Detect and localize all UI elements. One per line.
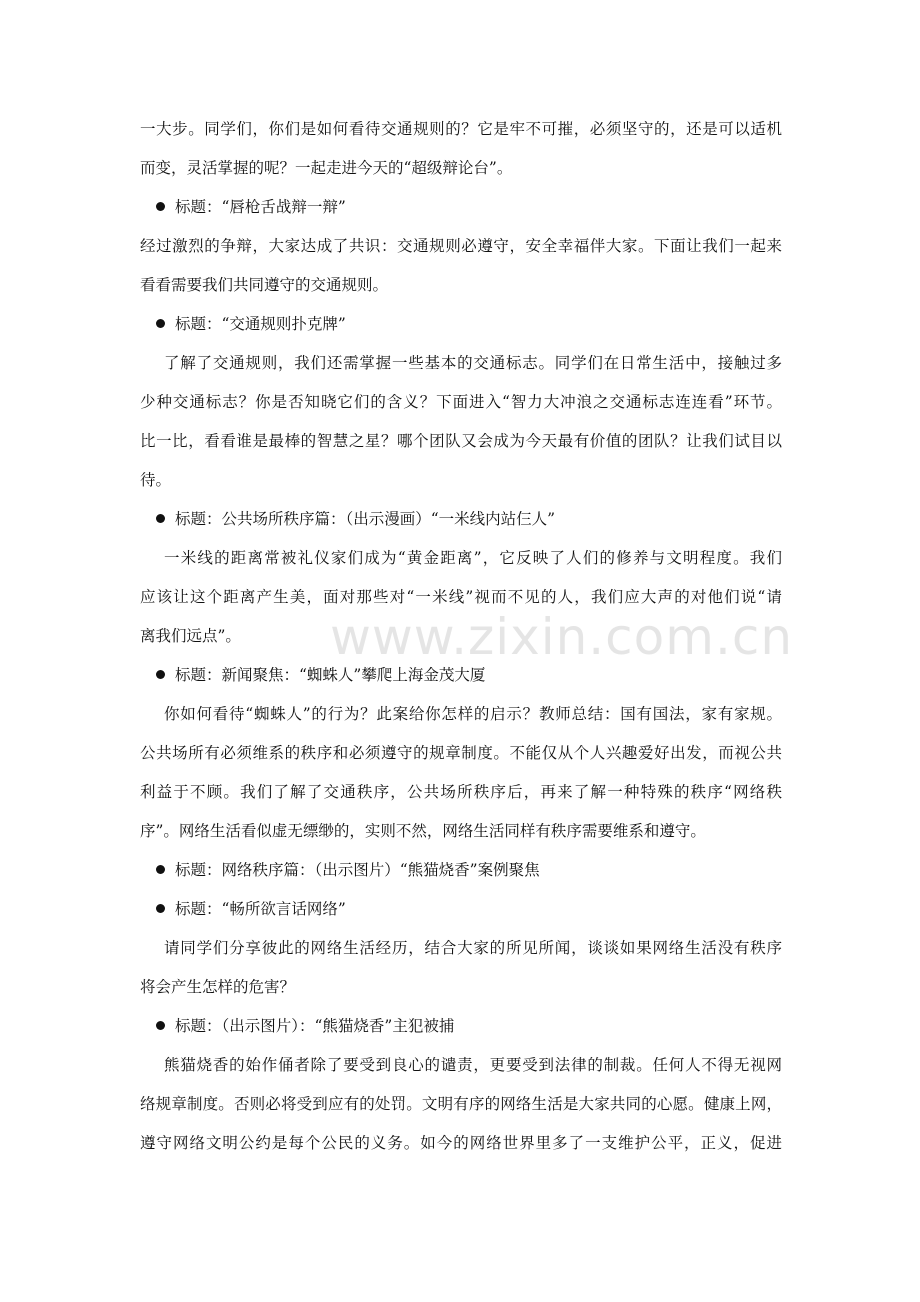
paragraph-line: 利益于不顾。我们了解了交通秩序，公共场所秩序后，再来了解一种特殊的秩序“网络秩	[140, 783, 782, 801]
bullet-icon	[156, 514, 165, 523]
bullet-icon	[156, 319, 165, 328]
paragraph-line: 离我们远点”。	[140, 627, 241, 645]
bullet-heading	[140, 506, 782, 533]
paragraph-line: 络规章制度。否则必将受到应有的处罚。文明有序的网络生活是大家共同的心愿。健康上网，	[140, 1095, 782, 1113]
bullet-icon	[156, 904, 165, 913]
paragraph-line: 一米线的距离常被礼仪家们成为“黄金距离”，它反映了人们的修养与文明程度。我们	[164, 549, 782, 567]
paragraph-line: 一大步。同学们，你们是如何看待交通规则的？它是牢不可摧，必须坚守的，还是可以适机	[140, 120, 782, 138]
paragraph-line: 经过激烈的争辩，大家达成了共识：交通规则必遵守，安全幸福伴大家。下面让我们一起来	[140, 237, 782, 255]
paragraph-line: 而变，灵活掌握的呢？一起走进今天的“超级辩论台”。	[140, 159, 513, 177]
paragraph-line: 应该让这个距离产生美，面对那些对“一米线”视而不见的人，我们应大声的对他们说“请	[140, 588, 782, 606]
bullet-icon	[156, 202, 165, 211]
paragraph-line: 熊猫烧香的始作俑者除了要受到良心的谴责，更要受到法律的制裁。任何人不得无视网	[164, 1056, 782, 1074]
paragraph-line: 待。	[140, 471, 172, 489]
heading-text: 标题：网络秩序篇：（出示图片）“熊猫烧香”案例聚焦	[175, 861, 540, 879]
bullet-heading	[140, 662, 782, 689]
bullet-heading	[140, 857, 782, 884]
bullet-heading	[140, 311, 782, 338]
heading-text: 标题：“畅所欲言话网络”	[175, 900, 346, 918]
heading-text: 标题：（出示图片）：“熊猫烧香”主犯被捕	[175, 1017, 455, 1035]
paragraph-line: 比一比，看看谁是最棒的智慧之星？哪个团队又会成为今天最有价值的团队？让我们试目以	[140, 432, 782, 450]
paragraph-line: 序”。网络生活看似虚无缥缈的，实则不然，网络生活同样有秩序需要维系和遵守。	[140, 822, 706, 840]
paragraph-line: 看看需要我们共同遵守的交通规则。	[140, 276, 389, 294]
paragraph-line: 少种交通标志？你是否知晓它们的含义？下面进入“智力大冲浪之交通标志连连看”环节。	[140, 393, 782, 411]
bullet-icon	[156, 670, 165, 679]
paragraph-line: 公共场所有必须维系的秩序和必须遵守的规章制度。不能仅从个人兴趣爱好出发，而视公共	[140, 744, 782, 762]
paragraph-line: 请同学们分享彼此的网络生活经历，结合大家的所见所闻，谈谈如果网络生活没有秩序	[164, 939, 782, 957]
bullet-heading	[140, 194, 782, 221]
bullet-icon	[156, 1021, 165, 1030]
bullet-heading	[140, 896, 782, 923]
watermark: www.zixin.com.cn	[330, 608, 794, 666]
paragraph-line: 遵守网络文明公约是每个公民的义务。如今的网络世界里多了一支维护公平，正义，促进	[140, 1134, 782, 1152]
heading-text: 标题：“交通规则扑克牌”	[175, 315, 346, 333]
bullet-heading	[140, 1013, 782, 1040]
document-body	[140, 116, 782, 1157]
heading-text: 标题：公共场所秩序篇：（出示漫画）“一米线内站仨人”	[175, 510, 556, 528]
paragraph-line: 你如何看待“蜘蛛人”的行为？此案给你怎样的启示？教师总结：国有国法，家有家规。	[164, 705, 782, 723]
bullet-icon	[156, 865, 165, 874]
heading-text: 标题：新闻聚焦：“蜘蛛人”攀爬上海金茂大厦	[175, 666, 486, 684]
paragraph-line: 将会产生怎样的危害？	[140, 978, 296, 996]
heading-text: 标题：“唇枪舌战辩一辩”	[175, 198, 346, 216]
paragraph-line: 了解了交通规则，我们还需掌握一些基本的交通标志。同学们在日常生活中，接触过多	[164, 354, 782, 372]
